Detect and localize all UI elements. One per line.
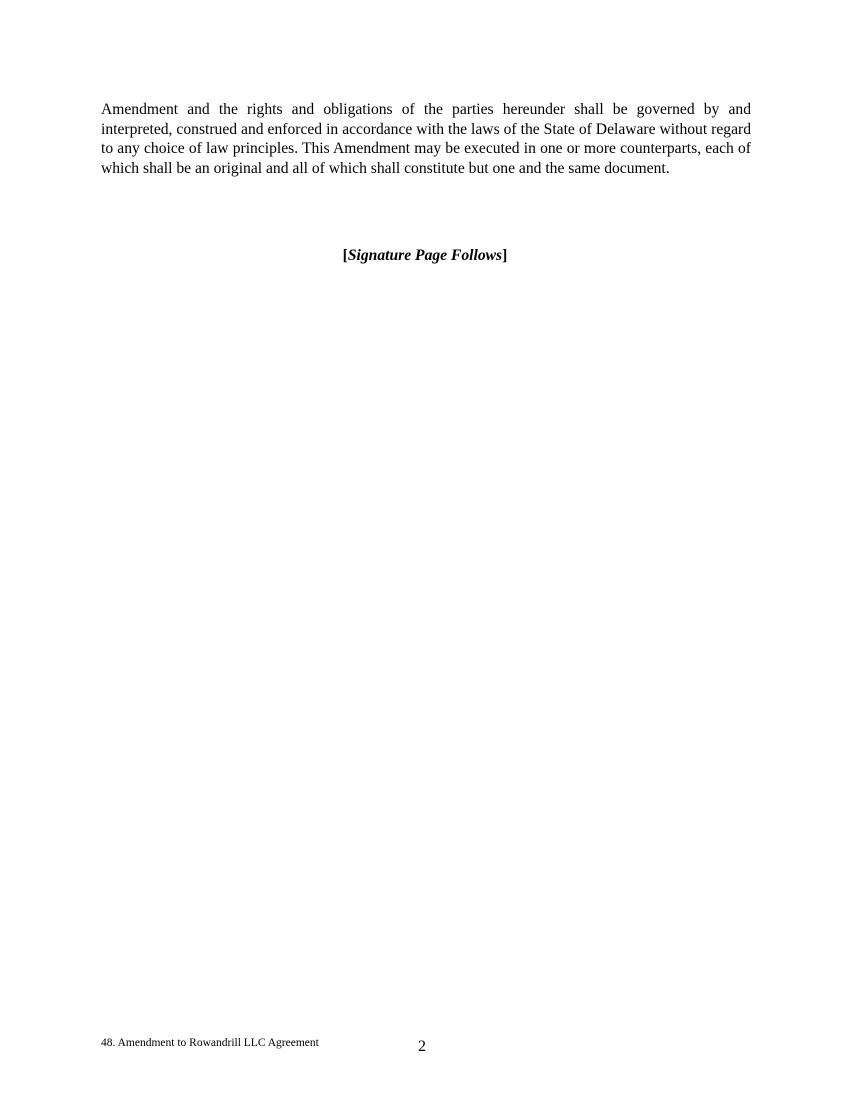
footer-document-title: 48. Amendment to Rowandrill LLC Agreement: [101, 1037, 319, 1049]
signature-note-close-bracket: ]: [502, 247, 508, 264]
signature-note-open-bracket: [: [342, 247, 348, 264]
signature-page-note: [0, 246, 850, 266]
signature-note-text: Signature Page Follows: [347, 247, 503, 264]
body-paragraph: Amendment and the rights and obligations of the parties hereunder shall be governed by and interpreted, construed and enforced in accordance with the laws of the State of Delaware without regard to any choice of law principles. This Amendment may be executed in one or more counterparts, each of which shall be an original and all of which shall constitute but one and the same document.: [101, 101, 751, 177]
page-number: 2: [418, 1038, 426, 1055]
